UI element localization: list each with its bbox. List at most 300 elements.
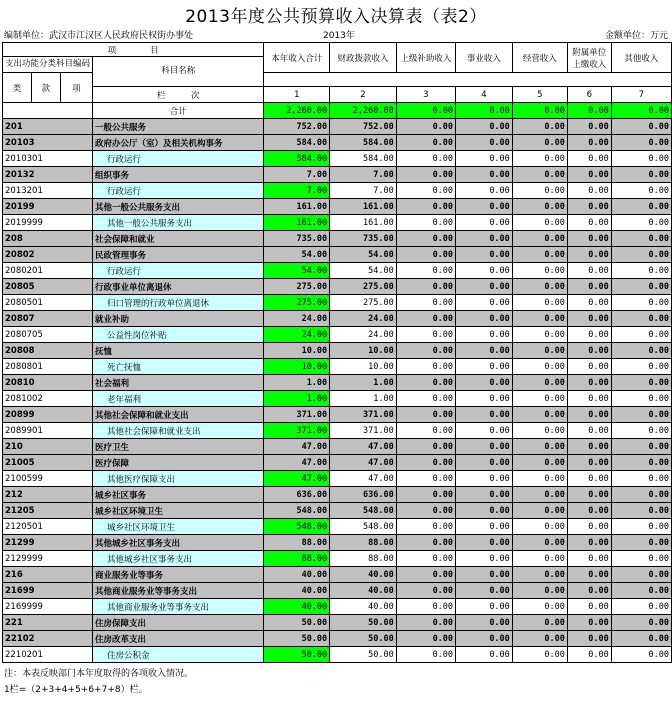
row-value-2: 47.00 — [330, 439, 397, 455]
row-value-6: 0.00 — [567, 231, 611, 247]
total-value-2: 2,260.00 — [330, 103, 397, 119]
name-header: 科目名称 — [93, 57, 264, 87]
row-value-4: 0.00 — [456, 471, 513, 487]
report-year: 2013年 — [323, 31, 355, 41]
code-header: 支出功能分类科目编码 — [3, 57, 93, 73]
row-value-6: 0.00 — [567, 183, 611, 199]
row-value-5: 0.00 — [512, 615, 567, 631]
row-value-2: 47.00 — [330, 471, 397, 487]
col-header-6: 附属单位上缴收入 — [567, 43, 611, 73]
row-value-4: 0.00 — [456, 199, 513, 215]
row-code: 21299 — [3, 535, 93, 551]
row-value-7: 0.00 — [611, 599, 671, 615]
row-value-3: 0.00 — [396, 151, 455, 167]
row-value-3: 0.00 — [396, 359, 455, 375]
row-value-1: 10.00 — [264, 359, 330, 375]
row-name: 社会保障和就业 — [93, 231, 264, 247]
row-value-4: 0.00 — [456, 439, 513, 455]
row-value-3: 0.00 — [396, 247, 455, 263]
row-value-4: 0.00 — [456, 423, 513, 439]
row-value-5: 0.00 — [512, 567, 567, 583]
total-code-blank — [3, 103, 93, 119]
row-code: 20805 — [3, 279, 93, 295]
row-value-1: 752.00 — [264, 119, 330, 135]
row-code: 208 — [3, 231, 93, 247]
row-value-3: 0.00 — [396, 199, 455, 215]
row-value-3: 0.00 — [396, 327, 455, 343]
row-value-3: 0.00 — [396, 647, 455, 663]
row-value-4: 0.00 — [456, 151, 513, 167]
row-code: 2080801 — [3, 359, 93, 375]
row-value-3: 0.00 — [396, 631, 455, 647]
row-value-4: 0.00 — [456, 119, 513, 135]
row-value-5: 0.00 — [512, 151, 567, 167]
total-value-7: 0.00 — [611, 103, 671, 119]
table-row — [3, 487, 672, 503]
row-value-1: 584.00 — [264, 151, 330, 167]
row-value-1: 88.00 — [264, 551, 330, 567]
row-code: 2080705 — [3, 327, 93, 343]
table-row — [3, 135, 672, 151]
table-row — [3, 327, 672, 343]
row-value-6: 0.00 — [567, 583, 611, 599]
row-value-6: 0.00 — [567, 391, 611, 407]
row-name: 老年福利 — [93, 391, 264, 407]
row-value-2: 371.00 — [330, 423, 397, 439]
row-value-1: 88.00 — [264, 535, 330, 551]
table-row — [3, 503, 672, 519]
row-value-4: 0.00 — [456, 247, 513, 263]
row-value-6: 0.00 — [567, 167, 611, 183]
table-row — [3, 551, 672, 567]
row-value-2: 88.00 — [330, 535, 397, 551]
row-value-7: 0.00 — [611, 535, 671, 551]
row-value-5: 0.00 — [512, 263, 567, 279]
row-value-4: 0.00 — [456, 263, 513, 279]
row-code: 2019999 — [3, 215, 93, 231]
col-header-3: 上级补助收入 — [396, 43, 455, 73]
table-row — [3, 183, 672, 199]
row-value-2: 40.00 — [330, 599, 397, 615]
row-value-5: 0.00 — [512, 183, 567, 199]
row-value-2: 735.00 — [330, 231, 397, 247]
row-name: 就业补助 — [93, 311, 264, 327]
project-header: 项 目 — [3, 43, 264, 57]
row-value-7: 0.00 — [611, 279, 671, 295]
row-value-3: 0.00 — [396, 551, 455, 567]
row-value-1: 7.00 — [264, 167, 330, 183]
row-value-5: 0.00 — [512, 535, 567, 551]
row-value-1: 50.00 — [264, 647, 330, 663]
row-value-5: 0.00 — [512, 199, 567, 215]
col-num-4: 4 — [456, 87, 513, 103]
row-value-4: 0.00 — [456, 375, 513, 391]
table-row — [3, 231, 672, 247]
row-value-1: 7.00 — [264, 183, 330, 199]
row-value-3: 0.00 — [396, 279, 455, 295]
table-row — [3, 567, 672, 583]
table-row — [3, 119, 672, 135]
row-code: 21699 — [3, 583, 93, 599]
row-value-4: 0.00 — [456, 583, 513, 599]
row-value-7: 0.00 — [611, 455, 671, 471]
row-value-5: 0.00 — [512, 487, 567, 503]
row-value-5: 0.00 — [512, 631, 567, 647]
row-value-7: 0.00 — [611, 327, 671, 343]
row-value-6: 0.00 — [567, 135, 611, 151]
table-row — [3, 247, 672, 263]
row-value-3: 0.00 — [396, 583, 455, 599]
row-code: 210 — [3, 439, 93, 455]
col-header-4: 事业收入 — [456, 43, 513, 73]
row-code: 2120501 — [3, 519, 93, 535]
row-code: 21205 — [3, 503, 93, 519]
row-value-1: 275.00 — [264, 295, 330, 311]
col-num-7: 7 — [611, 87, 671, 103]
row-value-4: 0.00 — [456, 359, 513, 375]
row-value-4: 0.00 — [456, 327, 513, 343]
row-value-3: 0.00 — [396, 311, 455, 327]
row-value-3: 0.00 — [396, 503, 455, 519]
row-value-3: 0.00 — [396, 263, 455, 279]
row-name: 民政管理事务 — [93, 247, 264, 263]
kuan-header: 款 — [31, 73, 60, 103]
table-row — [3, 391, 672, 407]
row-value-1: 1.00 — [264, 375, 330, 391]
col-num-1: 1 — [264, 87, 330, 103]
col-num-6: 6 — [567, 87, 611, 103]
row-value-2: 7.00 — [330, 167, 397, 183]
table-row — [3, 295, 672, 311]
table-row — [3, 519, 672, 535]
row-code: 20808 — [3, 343, 93, 359]
table-row — [3, 279, 672, 295]
row-value-5: 0.00 — [512, 407, 567, 423]
row-value-6: 0.00 — [567, 599, 611, 615]
row-value-6: 0.00 — [567, 119, 611, 135]
row-value-7: 0.00 — [611, 151, 671, 167]
row-code: 221 — [3, 615, 93, 631]
row-name: 社会福利 — [93, 375, 264, 391]
row-value-2: 371.00 — [330, 407, 397, 423]
row-value-7: 0.00 — [611, 215, 671, 231]
row-value-7: 0.00 — [611, 647, 671, 663]
footnote-2: 1栏=（2+3+4+5+6+7+8）栏。 — [4, 685, 148, 695]
row-value-6: 0.00 — [567, 247, 611, 263]
row-value-2: 50.00 — [330, 615, 397, 631]
row-value-5: 0.00 — [512, 247, 567, 263]
row-value-3: 0.00 — [396, 135, 455, 151]
row-value-7: 0.00 — [611, 311, 671, 327]
row-value-4: 0.00 — [456, 551, 513, 567]
row-value-4: 0.00 — [456, 615, 513, 631]
report-title: 2013年度公共预算收入决算表（表2） — [185, 7, 487, 27]
row-value-6: 0.00 — [567, 407, 611, 423]
row-value-7: 0.00 — [611, 135, 671, 151]
row-value-1: 371.00 — [264, 407, 330, 423]
row-value-7: 0.00 — [611, 487, 671, 503]
row-value-2: 24.00 — [330, 311, 397, 327]
table-row — [3, 439, 672, 455]
row-name: 行政运行 — [93, 263, 264, 279]
row-value-3: 0.00 — [396, 295, 455, 311]
row-value-7: 0.00 — [611, 407, 671, 423]
row-value-2: 47.00 — [330, 455, 397, 471]
row-value-4: 0.00 — [456, 343, 513, 359]
row-value-6: 0.00 — [567, 375, 611, 391]
row-value-4: 0.00 — [456, 599, 513, 615]
row-value-4: 0.00 — [456, 455, 513, 471]
row-value-1: 275.00 — [264, 279, 330, 295]
table-row — [3, 263, 672, 279]
row-value-6: 0.00 — [567, 343, 611, 359]
row-value-2: 88.00 — [330, 551, 397, 567]
row-code: 20199 — [3, 199, 93, 215]
row-value-6: 0.00 — [567, 295, 611, 311]
row-name: 行政运行 — [93, 183, 264, 199]
row-value-6: 0.00 — [567, 439, 611, 455]
row-value-1: 40.00 — [264, 567, 330, 583]
row-value-3: 0.00 — [396, 183, 455, 199]
row-value-7: 0.00 — [611, 359, 671, 375]
row-name: 死亡抚恤 — [93, 359, 264, 375]
row-value-2: 548.00 — [330, 503, 397, 519]
row-value-5: 0.00 — [512, 215, 567, 231]
row-value-2: 24.00 — [330, 327, 397, 343]
row-value-5: 0.00 — [512, 471, 567, 487]
lanci-label: 栏 次 — [93, 87, 264, 103]
col-header-5: 经营收入 — [512, 43, 567, 73]
row-value-3: 0.00 — [396, 407, 455, 423]
row-value-5: 0.00 — [512, 551, 567, 567]
row-value-6: 0.00 — [567, 551, 611, 567]
row-value-5: 0.00 — [512, 455, 567, 471]
row-value-1: 161.00 — [264, 199, 330, 215]
row-value-6: 0.00 — [567, 263, 611, 279]
row-value-2: 10.00 — [330, 343, 397, 359]
table-row — [3, 455, 672, 471]
row-name: 一般公共服务 — [93, 119, 264, 135]
row-value-7: 0.00 — [611, 471, 671, 487]
row-value-6: 0.00 — [567, 327, 611, 343]
row-name: 其他城乡社区事务支出 — [93, 551, 264, 567]
row-value-6: 0.00 — [567, 647, 611, 663]
table-row — [3, 375, 672, 391]
row-value-4: 0.00 — [456, 135, 513, 151]
row-value-2: 40.00 — [330, 583, 397, 599]
row-value-7: 0.00 — [611, 423, 671, 439]
row-name: 组织事务 — [93, 167, 264, 183]
row-value-5: 0.00 — [512, 135, 567, 151]
row-value-2: 752.00 — [330, 119, 397, 135]
row-name: 其他商业服务业等事务支出 — [93, 583, 264, 599]
row-value-5: 0.00 — [512, 279, 567, 295]
row-value-6: 0.00 — [567, 423, 611, 439]
row-name: 公益性岗位补贴 — [93, 327, 264, 343]
row-name: 行政事业单位离退休 — [93, 279, 264, 295]
row-value-2: 7.00 — [330, 183, 397, 199]
row-name: 其他医疗保障支出 — [93, 471, 264, 487]
row-value-7: 0.00 — [611, 119, 671, 135]
row-value-3: 0.00 — [396, 535, 455, 551]
row-value-3: 0.00 — [396, 423, 455, 439]
row-name: 其他城乡社区事务支出 — [93, 535, 264, 551]
table-row — [3, 407, 672, 423]
row-name: 其他社会保障和就业支出 — [93, 423, 264, 439]
row-value-1: 1.00 — [264, 391, 330, 407]
table-row — [3, 167, 672, 183]
row-name: 行政运行 — [93, 151, 264, 167]
row-code: 2010301 — [3, 151, 93, 167]
col-num-5: 5 — [512, 87, 567, 103]
row-value-7: 0.00 — [611, 183, 671, 199]
row-value-2: 54.00 — [330, 247, 397, 263]
row-name: 其他一般公共服务支出 — [93, 215, 264, 231]
row-name: 其他商业服务业等事务支出 — [93, 599, 264, 615]
total-value-5: 0.00 — [512, 103, 567, 119]
row-value-7: 0.00 — [611, 631, 671, 647]
row-value-3: 0.00 — [396, 471, 455, 487]
row-value-6: 0.00 — [567, 215, 611, 231]
row-code: 20810 — [3, 375, 93, 391]
row-code: 2013201 — [3, 183, 93, 199]
row-value-7: 0.00 — [611, 231, 671, 247]
row-value-7: 0.00 — [611, 567, 671, 583]
row-name: 医疗保障 — [93, 455, 264, 471]
xiang-header: 项 — [60, 73, 92, 103]
row-value-6: 0.00 — [567, 471, 611, 487]
row-value-4: 0.00 — [456, 631, 513, 647]
row-value-7: 0.00 — [611, 375, 671, 391]
row-value-3: 0.00 — [396, 599, 455, 615]
row-value-7: 0.00 — [611, 439, 671, 455]
row-value-5: 0.00 — [512, 391, 567, 407]
row-value-7: 0.00 — [611, 391, 671, 407]
row-value-3: 0.00 — [396, 487, 455, 503]
table-row — [3, 343, 672, 359]
row-value-2: 275.00 — [330, 295, 397, 311]
row-name: 城乡社区环境卫生 — [93, 519, 264, 535]
row-value-6: 0.00 — [567, 535, 611, 551]
row-value-1: 40.00 — [264, 599, 330, 615]
row-value-2: 1.00 — [330, 391, 397, 407]
row-code: 20802 — [3, 247, 93, 263]
row-value-4: 0.00 — [456, 647, 513, 663]
table-row — [3, 311, 672, 327]
row-name: 住房保障支出 — [93, 615, 264, 631]
col-header-2: 财政拨款收入 — [330, 43, 397, 73]
total-value-1: 2,260.00 — [264, 103, 330, 119]
row-value-4: 0.00 — [456, 311, 513, 327]
row-code: 2210201 — [3, 647, 93, 663]
row-value-6: 0.00 — [567, 359, 611, 375]
row-value-2: 50.00 — [330, 631, 397, 647]
row-value-5: 0.00 — [512, 311, 567, 327]
row-value-6: 0.00 — [567, 519, 611, 535]
row-value-1: 54.00 — [264, 263, 330, 279]
table-row — [3, 647, 672, 663]
row-value-6: 0.00 — [567, 279, 611, 295]
row-value-3: 0.00 — [396, 615, 455, 631]
amount-unit: 金额单位：万元 — [604, 31, 668, 41]
row-value-4: 0.00 — [456, 391, 513, 407]
row-value-1: 735.00 — [264, 231, 330, 247]
row-value-4: 0.00 — [456, 407, 513, 423]
row-value-1: 24.00 — [264, 311, 330, 327]
row-value-6: 0.00 — [567, 503, 611, 519]
row-value-5: 0.00 — [512, 423, 567, 439]
budget-table — [2, 42, 672, 663]
row-value-7: 0.00 — [611, 343, 671, 359]
row-value-2: 161.00 — [330, 199, 397, 215]
row-value-2: 275.00 — [330, 279, 397, 295]
row-value-3: 0.00 — [396, 375, 455, 391]
table-row — [3, 631, 672, 647]
col-num-2: 2 — [330, 87, 397, 103]
table-row — [3, 471, 672, 487]
row-value-1: 50.00 — [264, 615, 330, 631]
row-value-6: 0.00 — [567, 631, 611, 647]
row-value-1: 371.00 — [264, 423, 330, 439]
row-value-5: 0.00 — [512, 295, 567, 311]
row-value-6: 0.00 — [567, 151, 611, 167]
row-value-1: 47.00 — [264, 455, 330, 471]
row-value-4: 0.00 — [456, 567, 513, 583]
total-value-3: 0.00 — [396, 103, 455, 119]
row-code: 2169999 — [3, 599, 93, 615]
row-value-5: 0.00 — [512, 375, 567, 391]
row-value-7: 0.00 — [611, 199, 671, 215]
row-value-5: 0.00 — [512, 327, 567, 343]
row-value-7: 0.00 — [611, 295, 671, 311]
row-name: 抚恤 — [93, 343, 264, 359]
row-value-2: 40.00 — [330, 567, 397, 583]
row-code: 20807 — [3, 311, 93, 327]
row-code: 216 — [3, 567, 93, 583]
row-value-1: 50.00 — [264, 631, 330, 647]
row-value-5: 0.00 — [512, 119, 567, 135]
row-code: 2081002 — [3, 391, 93, 407]
row-value-4: 0.00 — [456, 295, 513, 311]
row-value-2: 54.00 — [330, 263, 397, 279]
row-code: 20103 — [3, 135, 93, 151]
total-label: 合计 — [93, 103, 264, 119]
row-value-7: 0.00 — [611, 167, 671, 183]
row-value-1: 548.00 — [264, 503, 330, 519]
row-value-2: 50.00 — [330, 647, 397, 663]
table-row — [3, 583, 672, 599]
row-value-2: 161.00 — [330, 215, 397, 231]
table-row — [3, 615, 672, 631]
row-code: 22102 — [3, 631, 93, 647]
row-value-6: 0.00 — [567, 487, 611, 503]
row-value-2: 1.00 — [330, 375, 397, 391]
row-value-3: 0.00 — [396, 519, 455, 535]
compiling-unit: 编制单位：武汉市江汉区人民政府民权街办事处 — [4, 31, 194, 41]
row-value-4: 0.00 — [456, 279, 513, 295]
row-code: 212 — [3, 487, 93, 503]
row-value-7: 0.00 — [611, 583, 671, 599]
row-code: 2089901 — [3, 423, 93, 439]
row-code: 20132 — [3, 167, 93, 183]
row-value-4: 0.00 — [456, 231, 513, 247]
row-value-3: 0.00 — [396, 391, 455, 407]
kind-header: 类 — [3, 73, 32, 103]
row-value-1: 54.00 — [264, 247, 330, 263]
table-row — [3, 599, 672, 615]
row-name: 城乡社区环境卫生 — [93, 503, 264, 519]
row-value-3: 0.00 — [396, 455, 455, 471]
